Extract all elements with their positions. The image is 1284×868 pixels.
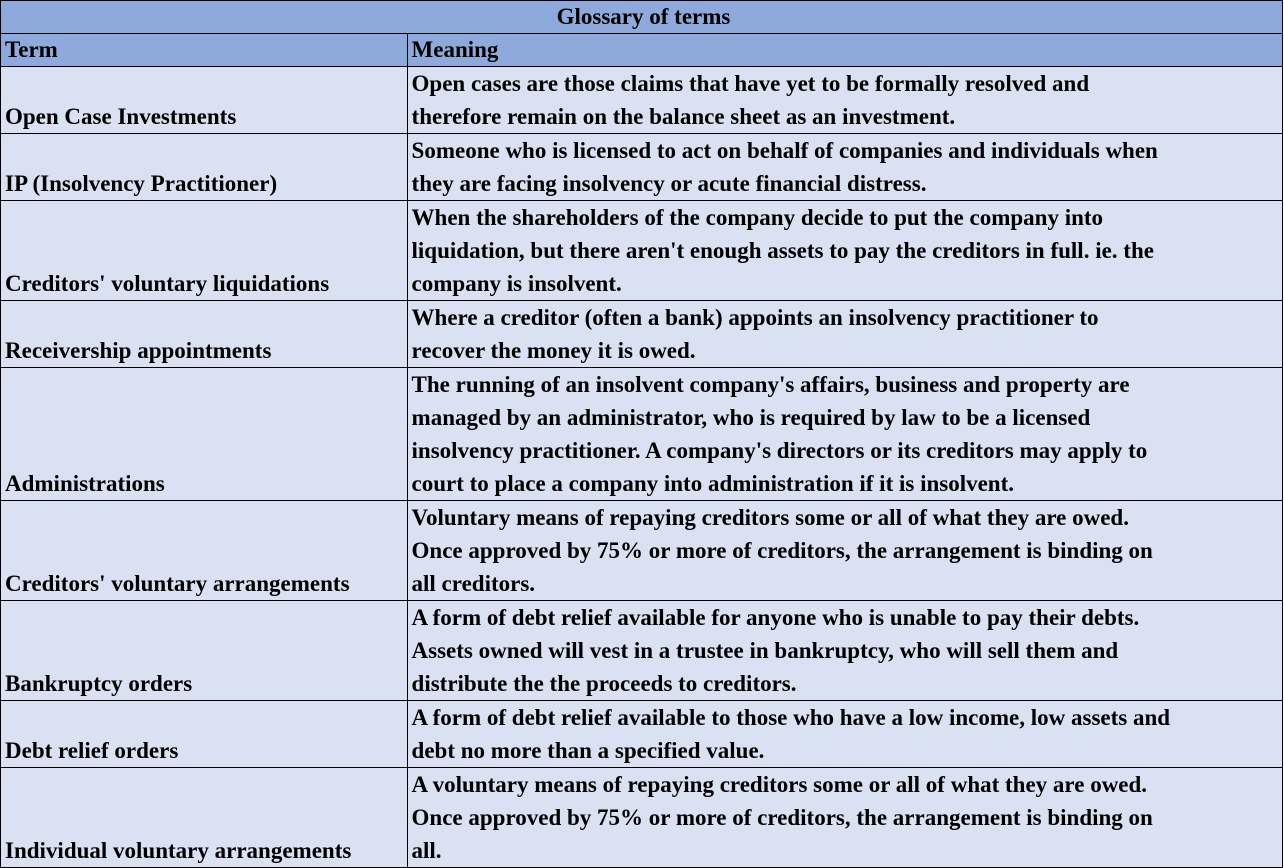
meaning-text: A form of debt relief available for anyone who is unable to pay their debts. Assets owned will vest in a trustee in bankruptcy, who will sell them and distribute the the proceeds to creditors. [411,605,1140,696]
header-row [1,34,1283,67]
meaning-cell[interactable] [407,67,1282,134]
term-cell[interactable]: Individual voluntary arrangements [1,768,408,868]
table-row [1,701,1283,768]
meaning-text: Open cases are those claims that have yet to be formally resolved and therefore remain on the balance sheet as an investment. [411,71,1090,129]
meaning-column-header[interactable]: Meaning [407,34,1282,67]
table-row [1,301,1283,368]
term-cell[interactable]: Creditors' voluntary liquidations [1,201,408,301]
meaning-cell[interactable] [407,368,1282,501]
meaning-text: Someone who is licensed to act on behalf of companies and individuals when they are facing insolvency or acute financial distress. [411,138,1158,196]
meaning-cell[interactable] [407,601,1282,701]
meaning-text: Where a creditor (often a bank) appoints an insolvency practitioner to recover the money it is owed. [411,305,1099,363]
term-cell[interactable]: Debt relief orders [1,701,408,768]
table-row [1,201,1283,301]
table-row [1,501,1283,601]
meaning-cell[interactable] [407,134,1282,201]
term-column-header[interactable]: Term [1,34,408,67]
meaning-text: Voluntary means of repaying creditors some or all of what they are owed. Once approved by 75% or more of creditors, the arrangement is binding on all creditors. [411,505,1153,596]
meaning-text: When the shareholders of the company decide to put the company into liquidation, but there aren't enough assets to pay the creditors in full. ie. the company is insolvent. [411,205,1154,296]
term-cell[interactable]: Receivership appointments [1,301,408,368]
term-cell[interactable]: Open Case Investments [1,67,408,134]
meaning-cell[interactable] [407,701,1282,768]
table-row [1,368,1283,501]
meaning-cell[interactable] [407,501,1282,601]
table-row [1,601,1283,701]
meaning-text: The running of an insolvent company's affairs, business and property are managed by an administrator, who is required by law to be a licensed insolvency practitioner. A company's directors or its creditors may apply to court to place a company into administration if it is insolvent. [411,372,1148,496]
term-cell[interactable]: Bankruptcy orders [1,601,408,701]
meaning-text: A form of debt relief available to those who have a low income, low assets and debt no more than a specified value. [411,705,1171,763]
table-title[interactable]: Glossary of terms [1,1,1283,34]
title-row [1,1,1283,34]
meaning-cell[interactable] [407,301,1282,368]
table-row [1,67,1283,134]
table-row [1,134,1283,201]
term-cell[interactable]: Administrations [1,368,408,501]
table-row [1,768,1283,868]
term-cell[interactable]: Creditors' voluntary arrangements [1,501,408,601]
meaning-text: A voluntary means of repaying creditors some or all of what they are owed. Once approved by 75% or more of creditors, the arrangement is binding on all. [411,772,1153,863]
meaning-cell[interactable] [407,768,1282,868]
term-cell[interactable]: IP (Insolvency Practitioner) [1,134,408,201]
meaning-cell[interactable] [407,201,1282,301]
